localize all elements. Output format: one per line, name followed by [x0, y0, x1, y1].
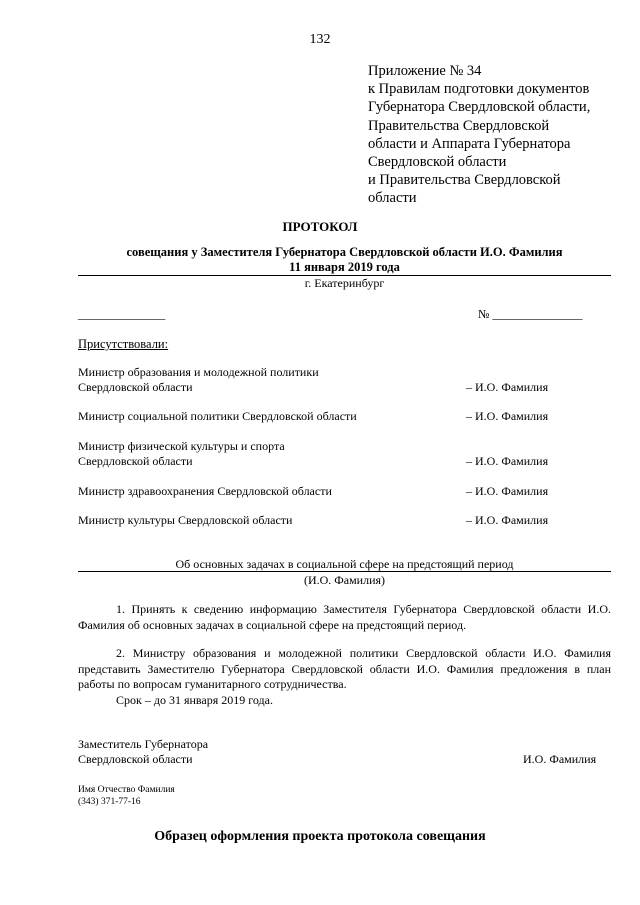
- date-blank: _______________: [78, 307, 166, 321]
- attendee-name: – И.О. Фамилия: [466, 380, 549, 394]
- sample-caption: Образец оформления проекта протокола совещания: [154, 829, 486, 844]
- signature-position: [78, 737, 208, 767]
- page-number: 132: [309, 32, 331, 47]
- appendix-line: к Правилам подготовки документов: [368, 81, 590, 98]
- signature-position-line: Заместитель Губернатора: [78, 737, 209, 751]
- agenda-topic: Об основных задачах в социальной сфере на предстоящий период: [175, 557, 514, 571]
- attendee-name: – И.О. Фамилия: [466, 409, 549, 423]
- executor-name: Имя Отчество Фамилия: [78, 785, 175, 795]
- appendix-line: Свердловской области: [368, 154, 507, 171]
- document-number: № _______________: [478, 307, 583, 321]
- appendix-line: Губернатора Свердловской области,: [368, 99, 591, 116]
- attendee-name: – И.О. Фамилия: [466, 513, 549, 527]
- appendix-header: [368, 62, 628, 208]
- decision-item-1: 1. Принять к сведению информацию Заместителя Губернатора Свердловской области И.О. Фамилия об основных задачах в социальной сфере на предстоящий период.: [78, 602, 611, 632]
- attendee-position: Министр культуры Свердловской области: [78, 513, 293, 527]
- appendix-line: области: [368, 190, 417, 207]
- attendee-position: Министр физической культуры и спорта Свердловской области: [78, 439, 285, 468]
- attendee-position: Министр образования и молодежной политики Свердловской области: [78, 365, 319, 394]
- signature-position-line: Свердловской области: [78, 752, 193, 766]
- attendees-label: Присутствовали:: [78, 337, 169, 351]
- agenda-speaker: (И.О. Фамилия): [303, 573, 386, 587]
- appendix-line: области и Аппарата Губернатора: [368, 135, 571, 152]
- document-title: ПРОТОКОЛ: [282, 219, 358, 234]
- appendix-line: Приложение № 34: [368, 63, 482, 79]
- attendee-name: – И.О. Фамилия: [466, 484, 549, 498]
- meeting-title: [78, 245, 611, 274]
- meeting-title-line: совещания у Заместителя Губернатора Свердловской области И.О. Фамилия: [126, 245, 563, 259]
- decision-item-2: 2. Министру образования и молодежной политики Свердловской области И.О. Фамилия представить Заместителю Губернатора Свердловской области И.О. Фамилия предложения в план работы по вопросам гуманитарного сотрудничества.: [78, 646, 611, 691]
- meeting-date: 11 января 2019 года: [289, 259, 400, 274]
- executor-phone: (343) 371-77-16: [78, 797, 141, 807]
- attendee-position: Министр социальной политики Свердловской области: [78, 409, 357, 423]
- appendix-line: Правительства Свердловской: [368, 117, 550, 134]
- signature-name: И.О. Фамилия: [523, 752, 597, 766]
- city: г. Екатеринбург: [304, 276, 385, 290]
- attendee-name: – И.О. Фамилия: [466, 454, 549, 468]
- appendix-line: и Правительства Свердловской: [368, 172, 561, 189]
- attendee-position: Министр здравоохранения Свердловской области: [78, 484, 332, 498]
- agenda-divider: [78, 571, 611, 572]
- decision-deadline: Срок – до 31 января 2019 года.: [116, 693, 273, 707]
